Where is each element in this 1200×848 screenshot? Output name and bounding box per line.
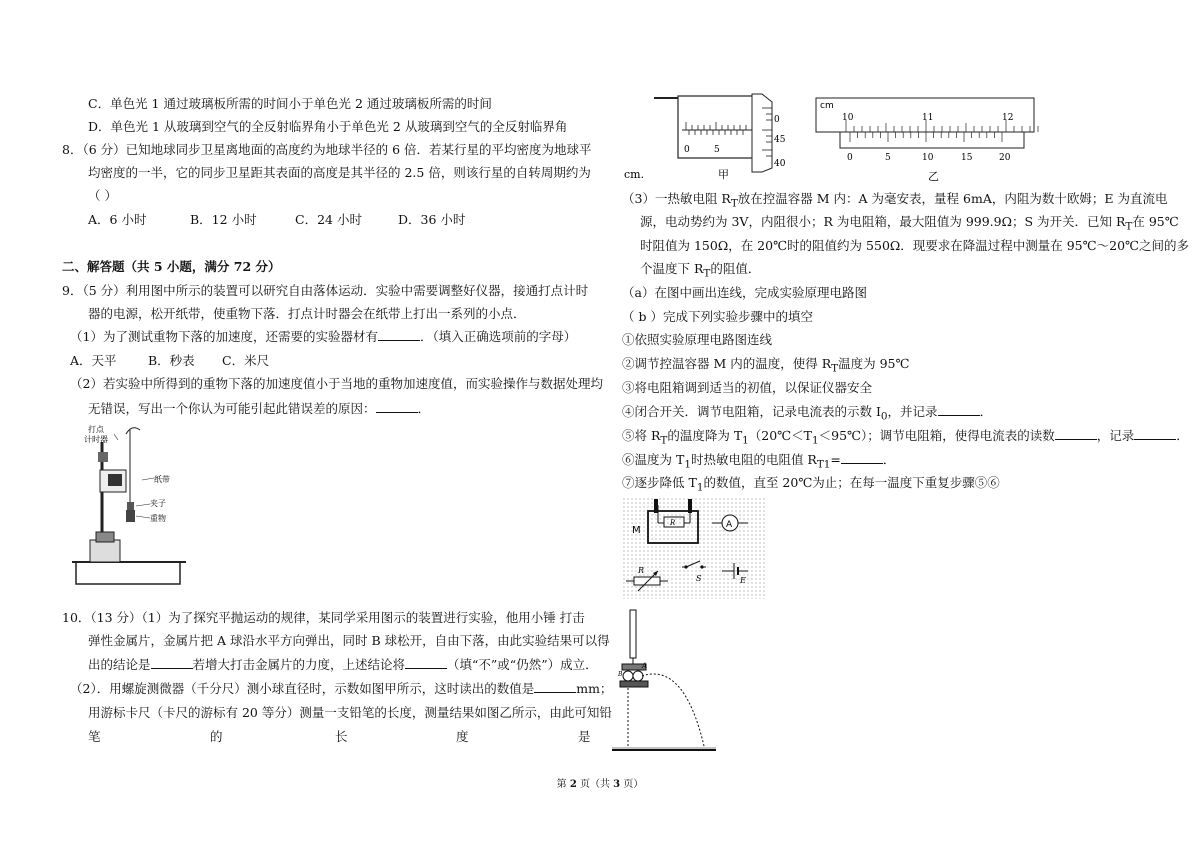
- q10-last-word5: 是: [578, 729, 591, 744]
- caliper-vernier-5: 5: [885, 153, 891, 163]
- label-tape: 纸带: [154, 475, 170, 484]
- q8-line1: 8．（6 分）已知地球同步卫星离地面的高度约为地球半径的 6 倍．若某行星的平均密度为地球平: [62, 142, 592, 157]
- step-6: ⑥温度为 $T_1$时热敏电阻的电阻值 $R_{T1}=$ ．: [622, 452, 896, 471]
- q8-option-d: D．36 小时: [398, 212, 466, 227]
- free-fall-apparatus-figure: [70, 422, 190, 592]
- option-c: C．单色光 1 通过玻璃板所需的时间小于单色光 2 通过玻璃板所需的时间: [88, 96, 492, 111]
- step-7: ⑦逐步降低 $T_1$的数值，直至 20℃为止；在每一温度下重复步骤⑤⑥: [622, 475, 1000, 494]
- answer-blank: [378, 328, 420, 341]
- q10-last-word3: 长: [335, 729, 348, 744]
- q8-paren: （ ）: [88, 188, 117, 203]
- caliper-main-12: 12: [1002, 113, 1014, 123]
- q3-part-b: （ b ）完成下列实验步骤中的填空: [622, 309, 813, 324]
- answer-blank: [938, 403, 980, 416]
- answer-blank: [1055, 427, 1097, 440]
- q10-part2-line1: （2）．用螺旋测微器（千分尺）测小球直径时，示数如图甲所示，这时读出的数值是 mm；: [70, 681, 613, 696]
- q9-part2-line1: （2）若实验中所得到的重物下落的加速度值小于当地的重物加速度值，而实验操作与数据处理均: [70, 376, 603, 391]
- answer-blank: [405, 656, 447, 669]
- micro-caption: 甲: [718, 168, 729, 181]
- label-switch: S: [696, 574, 702, 583]
- q9-part1: （1）为了测试重物下落的加速度，还需要的实验器材有 ．（填入正确选项前的字母）: [70, 329, 577, 344]
- micro-thimble-0: 0: [774, 115, 780, 125]
- micro-thimble-40: 40: [774, 159, 786, 169]
- q10-line1: 10．（13 分）（1）为了探究平抛运动的规律，某同学采用图示的装置进行实验，他用小锤 打击: [62, 610, 585, 625]
- q10-line3: 出的结论是 若增大打击金属片的力度，上述结论将 （填“不”或“仍然”）成立．: [88, 657, 598, 672]
- section-heading: 二、解答题（共 5 小题，满分 72 分）: [62, 259, 281, 274]
- q10-part2-line2: 用游标卡尺（卡尺的游标有 20 等分）测量一支铅笔的长度，测量结果如图乙所示，由此可知铅: [88, 705, 612, 720]
- step-1: ①依照实验原理电路图连线: [622, 332, 773, 347]
- page-footer: 第 2 页（共 3 页）: [556, 779, 644, 790]
- label-ball-a: A: [642, 662, 648, 670]
- q8-option-c: C．24 小时: [295, 212, 362, 227]
- q10-last-word4: 度: [456, 729, 469, 744]
- label-battery: E: [740, 576, 746, 585]
- label-m: M: [632, 525, 641, 536]
- q9-part2-line2: 无错误，写出一个你认为可能引起此错误差的原因： ．: [88, 401, 431, 416]
- q10-last-word2: 的: [210, 729, 223, 744]
- step-2: ②调节控温容器 M 内的温度，使得 $R_T$温度为 95℃: [622, 356, 910, 375]
- step-3: ③将电阻箱调到适当的初值，以保证仪器安全: [622, 380, 873, 395]
- caliper-vernier-10: 10: [922, 153, 934, 163]
- answer-blank: [376, 400, 418, 413]
- projectile-apparatus-figure: [604, 606, 724, 754]
- q10-line2: 弹性金属片，金属片把 A 球沿水平方向弹出，同时 B 球松开，自由下落，由此实验结果可以得: [88, 633, 610, 648]
- caliper-main-11: 11: [922, 113, 934, 123]
- option-d: D．单色光 1 从玻璃到空气的全反射临界角小于单色光 2 从玻璃到空气的全反射临界角: [88, 119, 568, 134]
- caliper-vernier-0: 0: [847, 153, 853, 163]
- q3-part-a: （a）在图中画出连线，完成实验原理电路图: [622, 285, 867, 300]
- q3-line2: 源，电动势约为 3V，内阻很小；R 为电阻箱，最大阻值为 999.9Ω；S 为开关．已知 $R_T$在 95℃: [640, 214, 1179, 233]
- micro-scale-5: 5: [714, 145, 720, 155]
- micro-unit: cm.: [624, 168, 645, 181]
- answer-blank: [1134, 427, 1176, 440]
- q9-line1: 9．（5 分）利用图中所示的装置可以研究自由落体运动．实验中需要调整好仪器，接通打点计时: [62, 283, 589, 298]
- micrometer-figure: [622, 90, 797, 182]
- q9-option-c: C．米尺: [222, 353, 270, 368]
- label-ball-b: B: [618, 671, 623, 678]
- q9-option-a: A．天平: [70, 353, 117, 368]
- label-timer2: 计时器: [84, 435, 108, 444]
- caliper-vernier-15: 15: [961, 153, 973, 163]
- vernier-caliper-figure: [812, 94, 1040, 184]
- caliper-main-10: 10: [842, 113, 854, 123]
- q8-line2: 均密度的一半，它的同步卫星距其表面的高度是其半径的 2.5 倍，则该行星的自转周期约为: [88, 165, 591, 180]
- q10-last-word1: 笔: [88, 729, 101, 744]
- answer-blank: [841, 451, 883, 464]
- step-5: ⑤将 $R_T$的温度降为 $T_1(20℃<T_1<95℃)$；调节电阻箱，使得电流表的读数 ，记录 ．: [622, 428, 1189, 447]
- caliper-unit: cm: [820, 101, 834, 111]
- answer-blank: [534, 680, 576, 693]
- circuit-components: [622, 497, 766, 599]
- label-clip: 夹子: [150, 499, 166, 508]
- label-rt: R: [670, 519, 676, 527]
- q9-line2: 器的电源，松开纸带，使重物下落．打点计时器会在纸带上打出一系列的小点．: [88, 306, 526, 321]
- micro-scale-0: 0: [684, 145, 690, 155]
- label-weight: 重物: [150, 514, 166, 523]
- q3-line1: （3）一热敏电阻 $R_T$放在控温容器 M 内：A 为毫安表，量程 6mA，内阻为数十欧姆；E 为直流电: [622, 191, 1168, 210]
- step-4: ④闭合开关．调节电阻箱，记录电流表的示数 $I_0$，并记录 ．: [622, 404, 993, 423]
- caliper-caption: 乙: [928, 170, 939, 183]
- micro-thimble-45: 45: [774, 135, 786, 145]
- q8-option-b: B．12 小时: [190, 212, 257, 227]
- answer-blank: [151, 656, 193, 669]
- q3-line3: 时阻值为 150Ω，在 20℃时的阻值约为 550Ω．现要求在降温过程中测量在 95℃～20℃之间的多: [640, 238, 1190, 253]
- circuit-grid: [622, 497, 766, 599]
- q8-option-a: A．6 小时: [88, 212, 147, 227]
- q3-line4: 个温度下 $R_T$的阻值．: [640, 261, 761, 280]
- label-timer: 打点: [88, 425, 104, 434]
- label-ammeter: A: [726, 520, 733, 530]
- q9-option-b: B．秒表: [148, 353, 195, 368]
- caliper-vernier-20: 20: [999, 153, 1011, 163]
- label-resistor-box: R: [638, 566, 645, 575]
